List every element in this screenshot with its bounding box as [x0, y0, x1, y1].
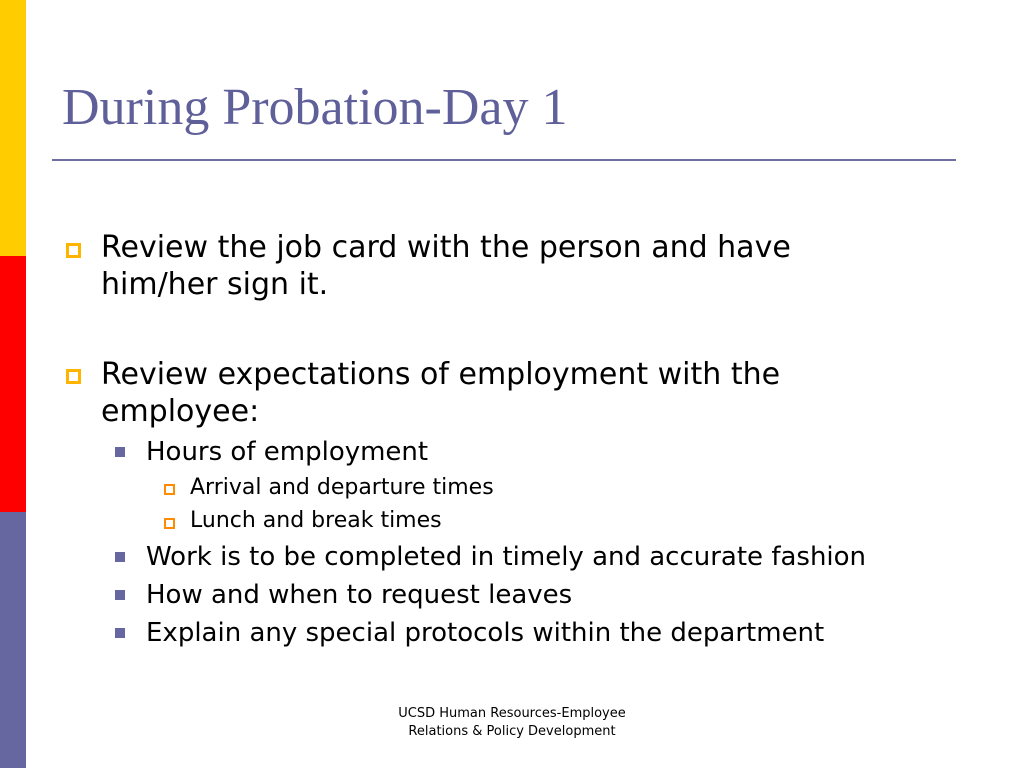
bullet-1-line-2: him/her sign it.	[101, 267, 329, 302]
bullet-2-line-2: employee:	[101, 394, 260, 429]
hollow-square-icon	[164, 518, 175, 529]
hollow-square-icon	[66, 243, 81, 258]
subitem-work-completed: Work is to be completed in timely and accurate fashion	[146, 542, 867, 572]
subitem-request-leaves: How and when to request leaves	[146, 580, 573, 610]
subitem-arrival-departure: Arrival and departure times	[190, 475, 494, 500]
bullet-2-line-1: Review expectations of employment with the	[101, 357, 781, 392]
bullet-1-line-1: Review the job card with the person and have	[101, 230, 791, 265]
filled-square-icon	[115, 447, 125, 457]
slide-footer	[372, 705, 652, 741]
hollow-square-icon	[66, 369, 81, 384]
filled-square-icon	[115, 628, 125, 638]
filled-square-icon	[115, 590, 125, 600]
footer-line-2: Relations & Policy Development	[408, 724, 616, 739]
subitem-lunch-break: Lunch and break times	[190, 508, 442, 533]
filled-square-icon	[115, 552, 125, 562]
footer-line-1: UCSD Human Resources-Employee	[398, 706, 626, 721]
subitem-hours-of-employment: Hours of employment	[146, 437, 429, 467]
subitem-special-protocols: Explain any special protocols within the department	[146, 618, 825, 648]
slide-title: During Probation-Day 1	[62, 79, 568, 136]
hollow-square-icon	[164, 484, 175, 495]
